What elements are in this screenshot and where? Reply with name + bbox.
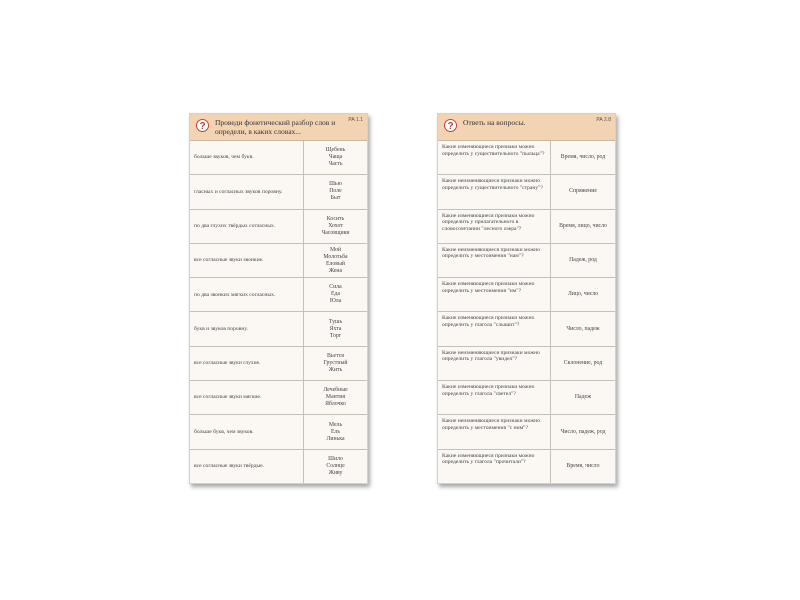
answer-word: Ель: [330, 428, 341, 435]
table-row: [438, 450, 615, 483]
card-table: [438, 141, 615, 483]
row-question: Какие изменяющиеся признаки можно определить у глагола "светел"?: [438, 381, 551, 414]
table-row: [190, 381, 367, 415]
row-question: гласных и согласных звуков поровну.: [190, 175, 304, 208]
card-title: Проведи фонетический разбор слов и определи, в каких словах...: [215, 118, 336, 136]
answer-word: Яблочко: [325, 401, 346, 408]
table-row: [438, 175, 615, 209]
table-row: [190, 450, 367, 483]
row-answers: [304, 450, 367, 483]
row-answers: [304, 312, 367, 345]
answer-word: Жена: [328, 267, 343, 274]
card-table: [190, 141, 367, 483]
table-row: [190, 141, 367, 175]
answer-word: Жить: [328, 366, 343, 373]
answer-word: Хохот: [328, 222, 343, 229]
answer-word: Падеж, род: [569, 257, 597, 264]
answer-word: Щебень: [325, 147, 346, 154]
row-question: все согласные звуки твёрдые.: [190, 450, 304, 483]
row-question: Какие изменяющиеся признаки можно определить у глагола "прочитали"?: [438, 450, 551, 483]
answer-word: Вьется: [327, 352, 344, 359]
table-row: [190, 244, 367, 278]
table-row: [438, 347, 615, 381]
answer-word: Косить: [326, 215, 345, 222]
row-answers: [551, 244, 615, 277]
row-answers: [551, 210, 615, 243]
table-row: [190, 415, 367, 449]
answer-word: Лечебные: [323, 387, 348, 394]
answer-word: Еловый: [325, 260, 346, 267]
answer-word: Юла: [329, 298, 342, 305]
question-mark-icon: ?: [196, 119, 209, 132]
answer-word: Шью: [329, 181, 342, 188]
answer-word: Молотьба: [323, 253, 348, 260]
row-question: Какие неизменяющиеся признаки можно определить у глагола "увидел"?: [438, 347, 551, 380]
answer-word: Мель: [328, 421, 343, 428]
row-question: все согласные звуки мягкие.: [190, 381, 304, 414]
row-answers: [304, 175, 367, 208]
answer-word: Живу: [328, 469, 343, 476]
answer-word: Спряжение: [569, 188, 597, 195]
table-row: [438, 278, 615, 312]
table-row: [190, 312, 367, 346]
row-answers: [551, 450, 615, 483]
answer-word: Тушь: [328, 318, 343, 325]
row-question: Какие изменяющиеся признаки можно определить у существительного "пыльца"?: [438, 141, 551, 174]
row-answers: [551, 415, 615, 448]
answer-word: Торг: [329, 332, 342, 339]
table-row: [438, 210, 615, 244]
row-answers: [551, 347, 615, 380]
table-row: [190, 278, 367, 312]
row-answers: [304, 141, 367, 174]
row-answers: [551, 381, 615, 414]
answer-word: Сила: [329, 284, 342, 291]
row-question: больше букв, чем звуков.: [190, 415, 304, 448]
answer-word: Время, число, род: [560, 154, 606, 161]
row-question: по два звонких мягких согласных.: [190, 278, 304, 311]
answer-word: Мантия: [325, 394, 346, 401]
answer-word: Линька: [326, 435, 345, 442]
answer-word: Быт: [330, 195, 341, 202]
answer-word: Еда: [330, 291, 341, 298]
table-row: [438, 381, 615, 415]
row-answers: [551, 278, 615, 311]
row-question: по два глухих твёрдых согласных.: [190, 210, 304, 243]
row-answers: [304, 415, 367, 448]
row-question: Какие изменяющиеся признаки можно определить у прилагательного в словосочетании "лесного озера"?: [438, 210, 551, 243]
answer-word: Грустный: [323, 359, 348, 366]
card-code: РА 1.1: [348, 117, 363, 123]
row-answers: [304, 210, 367, 243]
answer-word: Время, число: [566, 462, 600, 469]
question-mark-icon: ?: [444, 119, 457, 132]
answer-word: Мой: [329, 246, 341, 253]
row-answers: [551, 312, 615, 345]
answer-word: Число, падеж: [566, 325, 600, 332]
table-row: [190, 210, 367, 244]
table-row: [438, 141, 615, 175]
table-row: [438, 415, 615, 449]
answer-word: Яхта: [329, 325, 342, 332]
answer-word: Лицо, число: [567, 291, 599, 298]
row-question: все согласные звуки глухие.: [190, 347, 304, 380]
row-answers: [551, 141, 615, 174]
answer-word: Склонение, род: [563, 359, 603, 366]
row-question: все согласные звуки звонкие.: [190, 244, 304, 277]
row-answers: [551, 175, 615, 208]
answer-word: Солнце: [326, 462, 345, 469]
row-question: Какие неизменяющиеся признаки можно определить у местоимения "с ним"?: [438, 415, 551, 448]
answer-word: Часовщики: [321, 229, 350, 236]
table-row: [190, 347, 367, 381]
card-header: [190, 114, 367, 141]
row-answers: [304, 381, 367, 414]
answer-word: Поле: [329, 188, 342, 195]
row-answers: [304, 347, 367, 380]
row-question: Какие изменяющиеся признаки можно определить у местоимения "им"?: [438, 278, 551, 311]
row-answers: [304, 278, 367, 311]
answer-word: Шило: [328, 455, 343, 462]
answer-word: Число, падеж, род: [560, 428, 606, 435]
answer-word: Часть: [328, 161, 343, 168]
answer-word: Падеж: [574, 394, 592, 401]
card-title: Ответь на вопросы.: [463, 118, 526, 127]
table-row: [190, 175, 367, 209]
row-question: больше звуков, чем букв.: [190, 141, 304, 174]
answer-word: Время, лицо, число: [559, 222, 607, 229]
card-code: РА 2.8: [596, 117, 611, 123]
card-header: [438, 114, 615, 141]
task-card-left: [189, 113, 368, 484]
row-question: Какие изменяющиеся признаки можно определить у глагола "слышит"?: [438, 312, 551, 345]
row-answers: [304, 244, 367, 277]
task-card-right: [437, 113, 616, 484]
row-question: Какие неизменяющиеся признаки можно определить у местоимения "нам"?: [438, 244, 551, 277]
table-row: [438, 244, 615, 278]
answer-word: Чаща: [328, 154, 343, 161]
table-row: [438, 312, 615, 346]
row-question: букв и звуков поровну.: [190, 312, 304, 345]
row-question: Какие неизменяющиеся признаки можно определить у существительного "страну"?: [438, 175, 551, 208]
